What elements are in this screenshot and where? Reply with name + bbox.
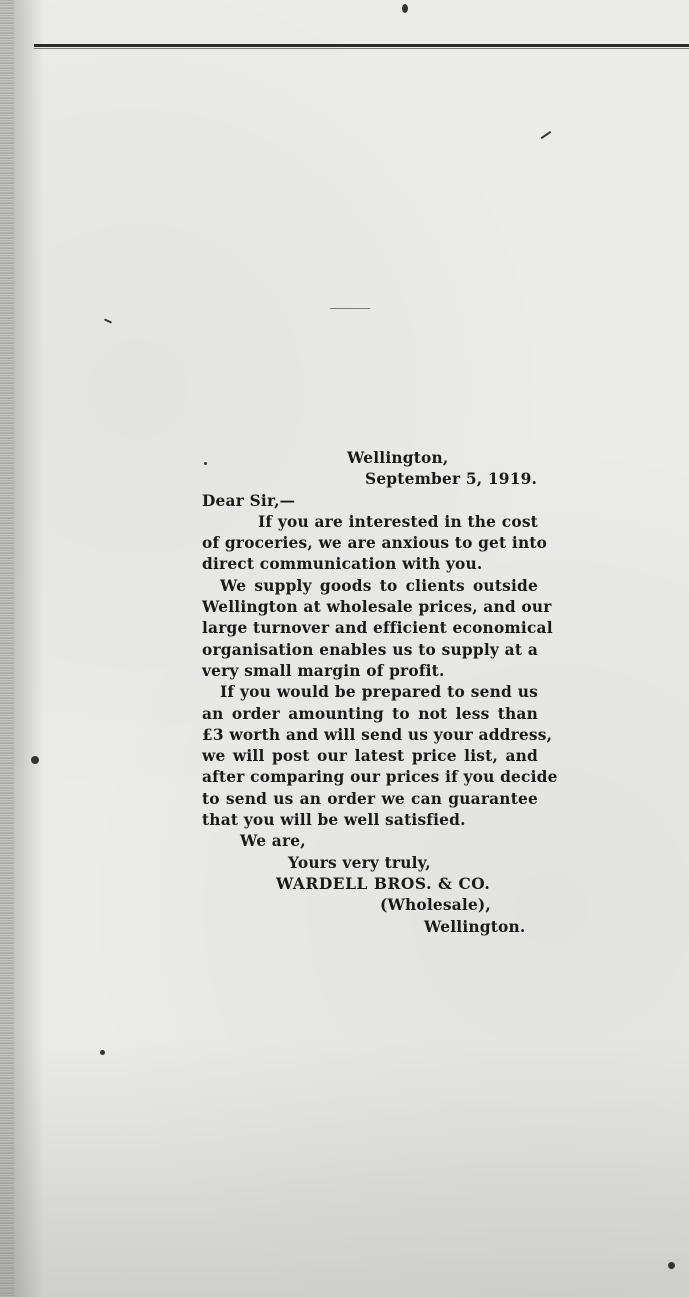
column-top-rule-thin — [34, 48, 689, 49]
paragraph3-line: after comparing our prices if you decide — [202, 768, 558, 787]
paragraph1-line: If you are interested in the cost — [258, 512, 538, 531]
paragraph3-line: we will post our latest price list, and — [202, 747, 538, 766]
letter-valediction: Yours very truly, — [288, 853, 431, 872]
signature-location: Wellington. — [424, 917, 526, 936]
paragraph1-line: direct communication with you. — [202, 555, 483, 574]
letter-closing: We are, — [240, 832, 306, 851]
paragraph2-line: Wellington at wholesale prices, and our — [202, 598, 552, 617]
paragraph2-line: very small margin of profit. — [202, 661, 445, 680]
ink-speck — [330, 308, 370, 309]
letter-place: Wellington, — [347, 449, 449, 467]
paragraph3-line: £3 worth and will send us your address, — [202, 725, 553, 744]
ink-speck — [104, 318, 112, 323]
paragraph2-line: We supply goods to clients outside — [220, 576, 538, 595]
ink-speck — [100, 1050, 105, 1055]
paragraph1-line: of groceries, we are anxious to get into — [202, 534, 548, 553]
ink-speck — [668, 1262, 675, 1269]
signature-descriptor: (Wholesale), — [380, 896, 491, 915]
column-top-rule — [34, 44, 689, 47]
paragraph3-line: If you would be prepared to send us — [220, 683, 538, 702]
paragraph3-line: an order amounting to not less than — [202, 704, 538, 723]
paragraph3-line: to send us an order we can guarantee — [202, 789, 538, 808]
paragraph2-line: organisation enables us to supply at a — [202, 640, 538, 659]
scan-shading — [0, 1037, 689, 1297]
letter-salutation: Dear Sir,— — [202, 491, 296, 510]
ink-speck — [541, 131, 552, 140]
ink-speck — [402, 4, 408, 13]
letter-date: September 5, 1919. — [365, 470, 538, 489]
ink-speck — [31, 756, 39, 764]
paragraph2-line: large turnover and efficient economical — [202, 619, 553, 638]
signature-firm: WARDELL BROS. & CO. — [276, 874, 491, 893]
letter-body — [202, 448, 558, 938]
paragraph3-line: that you will be well satisfied. — [202, 811, 466, 830]
